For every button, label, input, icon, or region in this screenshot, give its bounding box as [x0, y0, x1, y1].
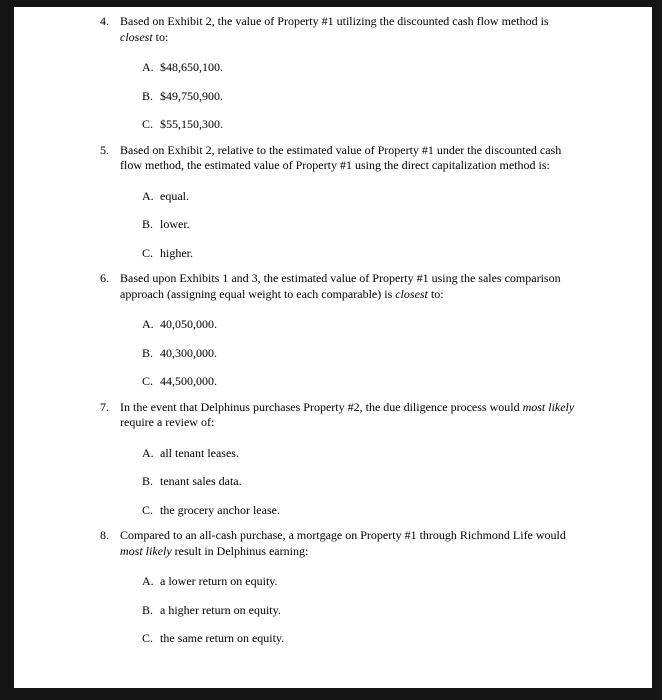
- question-body: [120, 14, 578, 143]
- option-text: lower.: [160, 217, 190, 231]
- option-row: [142, 217, 578, 233]
- option-text: $55,150,300.: [160, 117, 223, 131]
- option-letter: A.: [142, 317, 154, 331]
- option-letter: B.: [142, 602, 154, 617]
- option-text: higher.: [160, 245, 193, 260]
- document-page: [14, 7, 652, 688]
- option-text: 40,300,000.: [160, 345, 217, 360]
- option-letter: B.: [142, 88, 154, 103]
- stem-italic-text: most likely: [522, 399, 575, 414]
- options-list: [142, 446, 578, 519]
- question-item-7: [100, 400, 612, 529]
- option-letter: C.: [142, 374, 154, 388]
- option-row: [142, 346, 578, 362]
- option-text: the same return on equity.: [160, 631, 285, 645]
- options-list: [142, 60, 578, 133]
- option-letter: C.: [142, 245, 154, 260]
- option-text: a lower return on equity.: [160, 574, 278, 588]
- option-text: tenant sales data.: [160, 474, 242, 488]
- stem-text: Compared to an all-cash purchase, a mortgage on Property #1 through Richmond Life would: [120, 528, 566, 542]
- options-list: [142, 189, 578, 262]
- option-row: [142, 117, 578, 133]
- option-row: [142, 374, 578, 390]
- option-row: [142, 446, 578, 462]
- question-body: [120, 143, 578, 272]
- option-letter: C.: [142, 631, 154, 645]
- option-letter: B.: [142, 345, 154, 360]
- question-number: 5.: [100, 142, 109, 157]
- stem-text: Based on Exhibit 2, the value of Property #1 utilizing the discounted cash flow method is: [120, 14, 549, 28]
- question-body: [120, 400, 578, 529]
- option-letter: C.: [142, 502, 154, 517]
- option-row: [142, 60, 578, 76]
- question-body: [120, 271, 578, 400]
- option-row: [142, 603, 578, 619]
- option-row: [142, 89, 578, 105]
- stem-text: require a review of:: [120, 415, 215, 429]
- question-stem: [120, 271, 578, 302]
- question-number: 8.: [100, 528, 109, 542]
- stem-italic-text: closest: [120, 29, 153, 44]
- stem-text: Based on Exhibit 2, relative to the estimated value of Property #1 under the discounted cash flow method, the estimated value of Property #1 using the direct capitalization method is:: [120, 142, 562, 172]
- question-item-8: [100, 528, 612, 657]
- option-text: 44,500,000.: [160, 374, 217, 388]
- question-stem: [120, 143, 578, 174]
- option-text: the grocery anchor lease.: [160, 502, 280, 517]
- stem-text: result in Delphinus earning:: [171, 543, 309, 558]
- question-stem: [120, 14, 578, 45]
- option-row: [142, 189, 578, 205]
- options-list: [142, 317, 578, 390]
- option-letter: B.: [142, 474, 154, 488]
- question-stem: [120, 400, 578, 431]
- option-text: all tenant leases.: [160, 445, 239, 460]
- option-row: [142, 503, 578, 519]
- option-letter: A.: [142, 574, 154, 588]
- option-row: [142, 246, 578, 262]
- stem-italic-text: most likely: [120, 543, 172, 558]
- question-number: 6.: [100, 271, 109, 285]
- option-letter: A.: [142, 60, 154, 74]
- option-row: [142, 474, 578, 490]
- option-text: $49,750,900.: [160, 88, 223, 103]
- question-number: 4.: [100, 14, 109, 28]
- options-list: [142, 574, 578, 647]
- option-letter: C.: [142, 117, 154, 131]
- option-text: equal.: [160, 188, 189, 203]
- option-text: 40,050,000.: [160, 317, 217, 331]
- option-row: [142, 631, 578, 647]
- question-number: 7.: [100, 399, 109, 414]
- stem-italic-text: closest: [395, 286, 428, 301]
- option-letter: B.: [142, 217, 154, 231]
- option-letter: A.: [142, 188, 154, 203]
- question-item-5: [100, 143, 612, 272]
- option-row: [142, 574, 578, 590]
- option-row: [142, 317, 578, 333]
- option-text: $48,650,100.: [160, 60, 223, 74]
- option-text: a higher return on equity.: [160, 602, 281, 617]
- stem-text: to:: [427, 286, 444, 301]
- stem-text: to:: [152, 29, 169, 44]
- stem-text: Based upon Exhibits 1 and 3, the estimated value of Property #1 using the sales comparison approach (assigning equal weight to each comparable) is: [120, 271, 561, 301]
- question-item-4: [100, 14, 612, 143]
- question-stem: [120, 528, 578, 559]
- stem-text: In the event that Delphinus purchases Property #2, the due diligence process would: [120, 399, 523, 414]
- option-letter: A.: [142, 445, 154, 460]
- question-body: [120, 528, 578, 657]
- question-item-6: [100, 271, 612, 400]
